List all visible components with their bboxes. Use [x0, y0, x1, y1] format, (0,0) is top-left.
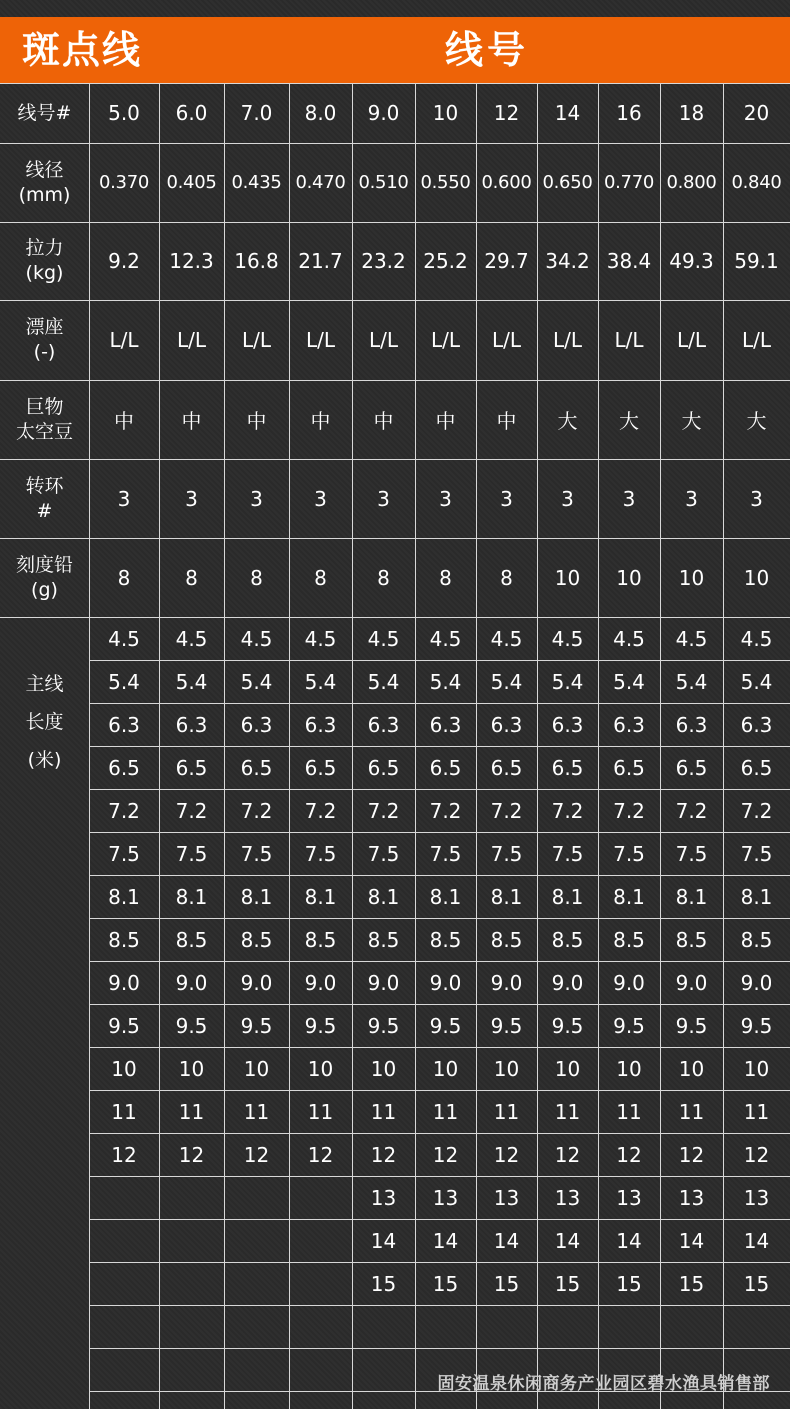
length-cell: 11: [370, 1099, 397, 1124]
length-cell: [159, 1262, 224, 1305]
length-cell: 10: [678, 1056, 705, 1081]
length-cell: 5.4: [490, 669, 523, 694]
table-cell: 3: [750, 486, 763, 511]
length-cell: 9.0: [490, 970, 523, 995]
length-cell: 14: [616, 1228, 642, 1253]
table-cell: 大: [746, 409, 767, 433]
table-cell: 3: [685, 486, 698, 511]
length-cell: [598, 1305, 660, 1348]
table-cell: 49.3: [669, 249, 714, 273]
table-cell: 7.0: [240, 101, 273, 125]
length-cell: 5.4: [675, 669, 708, 694]
length-cell: 7.2: [108, 798, 140, 823]
length-cell: 12: [743, 1142, 770, 1167]
length-cell: [289, 1305, 352, 1348]
length-cell: 12: [243, 1142, 270, 1167]
length-cell: 10: [554, 1056, 581, 1081]
length-cell: 8.5: [740, 927, 773, 952]
length-cell: 11: [243, 1099, 270, 1124]
table-cell: 3: [439, 486, 452, 511]
length-cell: 4.5: [551, 626, 584, 651]
length-cell: 11: [554, 1099, 581, 1124]
table-cell: L/L: [676, 328, 707, 352]
table-cell: 10: [554, 565, 581, 590]
length-cell: [224, 1176, 289, 1219]
length-cell: [159, 1176, 224, 1219]
length-cell: 10: [307, 1056, 334, 1081]
length-cell: 6.5: [490, 755, 523, 780]
length-cell: 8.5: [240, 927, 273, 952]
length-cell: 10: [243, 1056, 270, 1081]
length-cell: 8.1: [551, 884, 584, 909]
length-cell: 8.5: [175, 927, 208, 952]
length-cell: 13: [743, 1185, 770, 1210]
length-cell: 9.5: [675, 1013, 708, 1038]
length-cell: 8.5: [304, 927, 337, 952]
length-cell: 8.5: [551, 927, 584, 952]
row-label-line: 刻度铅: [15, 553, 73, 576]
table-cell: 中: [496, 409, 517, 433]
length-cell: 8.5: [367, 927, 400, 952]
length-cell: 6.5: [175, 755, 208, 780]
main-line-length-label: [0, 665, 89, 779]
table-cell: 29.7: [484, 249, 529, 273]
length-cell: 8.1: [740, 884, 773, 909]
length-cell: 9.0: [429, 970, 462, 995]
table-cell: 0.405: [166, 172, 217, 193]
length-cell: 4.5: [675, 626, 708, 651]
table-cell: 18: [678, 101, 705, 125]
table-cell: L/L: [741, 328, 772, 352]
length-cell: 6.5: [675, 755, 708, 780]
table-cell: 3: [250, 486, 263, 511]
length-cell: 6.5: [367, 755, 400, 780]
length-cell: 6.5: [304, 755, 337, 780]
length-cell: 14: [493, 1228, 520, 1253]
length-cell: 6.3: [613, 712, 645, 737]
table-cell: 20: [743, 101, 770, 125]
length-cell: [352, 1305, 415, 1348]
length-cell: 11: [616, 1099, 642, 1124]
row-label: [0, 459, 89, 538]
table-cell: 0.435: [231, 172, 282, 193]
length-cell: 14: [554, 1228, 581, 1253]
length-cell: 12: [370, 1142, 397, 1167]
table-cell: 中: [435, 409, 456, 433]
table-cell: 10: [678, 565, 705, 590]
row-label: [0, 300, 89, 380]
length-cell: 5.4: [175, 669, 208, 694]
table-cell: 0.600: [481, 172, 532, 193]
length-cell: 7.2: [675, 798, 708, 823]
row-label-line: 主线: [25, 673, 64, 695]
table-cell: 中: [181, 409, 202, 433]
length-cell: 8.5: [675, 927, 708, 952]
table-cell: 38.4: [606, 249, 652, 273]
row-label-line: 长度: [25, 711, 64, 733]
length-cell: 5.4: [367, 669, 400, 694]
row-label: [0, 83, 89, 143]
length-cell: 13: [370, 1185, 397, 1210]
length-cell: 4.5: [367, 626, 400, 651]
length-cell: 11: [111, 1099, 137, 1124]
length-cell: 9.5: [551, 1013, 584, 1038]
length-cell: 15: [678, 1271, 705, 1296]
table-cell: 10: [616, 565, 642, 590]
length-cell: 9.5: [240, 1013, 273, 1038]
length-cell: 10: [370, 1056, 397, 1081]
length-cell: 13: [678, 1185, 705, 1210]
length-cell: 8.1: [304, 884, 337, 909]
length-cell: [89, 1176, 159, 1219]
length-cell: 6.3: [240, 712, 273, 737]
table-cell: 3: [185, 486, 198, 511]
table-cell: 3: [500, 486, 513, 511]
length-cell: 14: [370, 1228, 397, 1253]
length-cell: 8.1: [675, 884, 708, 909]
length-cell: 7.2: [429, 798, 462, 823]
row-label-line: #: [36, 499, 53, 522]
length-cell: 12: [307, 1142, 334, 1167]
length-cell: 7.5: [551, 841, 584, 866]
length-cell: 5.4: [551, 669, 584, 694]
length-cell: 9.0: [240, 970, 273, 995]
length-cell: 7.2: [490, 798, 523, 823]
length-cell: 14: [432, 1228, 459, 1253]
length-cell: 7.2: [304, 798, 337, 823]
length-cell: 9.5: [304, 1013, 337, 1038]
length-cell: 11: [307, 1099, 334, 1124]
length-cell: 9.5: [613, 1013, 645, 1038]
table-cell: L/L: [241, 328, 272, 352]
length-cell: 6.5: [240, 755, 273, 780]
table-cell: 3: [622, 486, 636, 511]
length-cell: 4.5: [108, 626, 140, 651]
length-cell: [89, 1305, 159, 1348]
table-cell: 3: [561, 486, 574, 511]
length-cell: 13: [432, 1185, 459, 1210]
length-cell: 13: [493, 1185, 520, 1210]
length-cell: 7.2: [740, 798, 773, 823]
length-cell: 8.5: [613, 927, 645, 952]
length-cell: 7.5: [108, 841, 140, 866]
table-cell: L/L: [109, 328, 139, 352]
length-cell: 7.5: [304, 841, 337, 866]
table-cell: 8: [377, 565, 390, 590]
length-cell: [224, 1305, 289, 1348]
table-cell: L/L: [430, 328, 461, 352]
length-cell: [89, 1262, 159, 1305]
length-cell: 12: [493, 1142, 520, 1167]
table-cell: 中: [114, 409, 134, 433]
length-cell: 7.2: [551, 798, 584, 823]
table-cell: 大: [619, 409, 639, 433]
length-cell: 5.4: [108, 669, 140, 694]
length-cell: 6.3: [490, 712, 523, 737]
length-cell: [415, 1305, 476, 1348]
table-cell: 大: [681, 409, 702, 433]
length-cell: 5.4: [740, 669, 773, 694]
length-cell: [159, 1305, 224, 1348]
length-cell: 8.1: [429, 884, 462, 909]
length-cell: [723, 1305, 790, 1348]
table-cell: L/L: [368, 328, 399, 352]
length-cell: 6.5: [429, 755, 462, 780]
length-cell: [159, 1348, 224, 1391]
length-cell: 5.4: [613, 669, 645, 694]
table-cell: 10: [743, 565, 770, 590]
length-cell: 6.5: [551, 755, 584, 780]
length-cell: 6.3: [304, 712, 337, 737]
length-cell: 15: [493, 1271, 520, 1296]
length-cell: 7.2: [367, 798, 400, 823]
length-cell: 7.5: [740, 841, 773, 866]
table-cell: 中: [310, 409, 331, 433]
length-cell: 8.1: [613, 884, 645, 909]
table-cell: 8: [439, 565, 452, 590]
table-cell: 16.8: [234, 249, 279, 273]
length-cell: 15: [616, 1271, 642, 1296]
table-cell: 16: [616, 101, 642, 125]
row-label-line: (米): [27, 749, 62, 771]
length-cell: 7.2: [613, 798, 645, 823]
length-cell: 10: [178, 1056, 205, 1081]
column-group-title: 线号: [445, 28, 530, 72]
length-cell: 11: [432, 1099, 459, 1124]
length-cell: [224, 1262, 289, 1305]
length-cell: [224, 1219, 289, 1262]
row-label-line: 太空豆: [15, 420, 73, 443]
length-cell: 15: [554, 1271, 581, 1296]
length-cell: 4.5: [429, 626, 462, 651]
length-cell: 5.4: [304, 669, 337, 694]
length-cell: 13: [554, 1185, 581, 1210]
length-cell: 7.2: [175, 798, 208, 823]
table-cell: 中: [373, 409, 394, 433]
length-cell: [660, 1305, 723, 1348]
length-cell: 4.5: [240, 626, 273, 651]
table-cell: 0.770: [603, 172, 655, 193]
length-cell: 12: [432, 1142, 459, 1167]
length-cell: 7.5: [429, 841, 462, 866]
length-cell: 9.0: [108, 970, 140, 995]
table-cell: 34.2: [545, 249, 590, 273]
table-cell: 9.2: [108, 249, 140, 273]
length-cell: 8.1: [367, 884, 400, 909]
length-cell: 7.5: [240, 841, 273, 866]
table-cell: 23.2: [361, 249, 406, 273]
length-cell: 8.1: [240, 884, 273, 909]
length-cell: 5.4: [240, 669, 273, 694]
length-cell: 9.0: [367, 970, 400, 995]
length-cell: [89, 1348, 159, 1391]
length-cell: 10: [432, 1056, 459, 1081]
row-label: [0, 538, 89, 617]
length-cell: 12: [178, 1142, 205, 1167]
row-label-line: 转环: [25, 474, 64, 497]
brand-title: 斑点线: [22, 28, 143, 72]
row-label-line: (mm): [18, 183, 71, 206]
length-cell: 15: [370, 1271, 397, 1296]
length-cell: 6.3: [429, 712, 462, 737]
table-cell: 6.0: [175, 101, 208, 125]
length-cell: 6.5: [613, 755, 645, 780]
length-cell: 6.3: [551, 712, 584, 737]
table-cell: 25.2: [423, 249, 468, 273]
length-cell: [224, 1348, 289, 1391]
length-cell: 14: [678, 1228, 705, 1253]
length-cell: 11: [493, 1099, 520, 1124]
table-cell: L/L: [552, 328, 583, 352]
table-cell: 3: [377, 486, 390, 511]
length-cell: 6.5: [740, 755, 773, 780]
row-label-line: 线径: [25, 158, 64, 181]
length-cell: 7.5: [613, 841, 645, 866]
length-cell: 7.5: [175, 841, 208, 866]
length-cell: [289, 1348, 352, 1391]
length-cell: 11: [743, 1099, 770, 1124]
length-cell: 8.5: [108, 927, 140, 952]
table-cell: 3: [117, 486, 131, 511]
length-cell: [476, 1305, 537, 1348]
row-label-line: 巨物: [25, 395, 64, 418]
length-cell: [89, 1219, 159, 1262]
table-cell: 0.470: [295, 172, 346, 193]
length-cell: 12: [554, 1142, 581, 1167]
length-cell: [159, 1219, 224, 1262]
table-cell: 9.0: [367, 101, 400, 125]
length-cell: [289, 1262, 352, 1305]
length-cell: 6.3: [740, 712, 773, 737]
length-cell: 10: [111, 1056, 137, 1081]
length-cell: 15: [743, 1271, 770, 1296]
length-cell: 9.5: [108, 1013, 140, 1038]
length-cell: 9.0: [613, 970, 645, 995]
length-cell: [289, 1219, 352, 1262]
table-cell: 8: [250, 565, 263, 590]
length-cell: 6.3: [675, 712, 708, 737]
length-cell: 5.4: [429, 669, 462, 694]
length-cell: 4.5: [490, 626, 523, 651]
table-cell: 0.840: [731, 172, 782, 193]
length-cell: 13: [616, 1185, 642, 1210]
length-cell: 8.5: [490, 927, 523, 952]
table-cell: 0.800: [666, 172, 717, 193]
table-cell: 0.650: [542, 172, 593, 193]
table-cell: L/L: [176, 328, 207, 352]
length-cell: 7.5: [675, 841, 708, 866]
length-cell: 12: [111, 1142, 137, 1167]
table-cell: 0.370: [98, 172, 150, 193]
length-cell: 15: [432, 1271, 459, 1296]
length-cell: [289, 1176, 352, 1219]
table-cell: L/L: [305, 328, 336, 352]
length-cell: 4.5: [613, 626, 645, 651]
length-cell: 9.0: [304, 970, 337, 995]
length-cell: 9.5: [490, 1013, 523, 1038]
table-cell: 8: [185, 565, 198, 590]
table-cell: 10: [432, 101, 459, 125]
length-cell: 12: [616, 1142, 642, 1167]
table-cell: L/L: [491, 328, 522, 352]
length-cell: 9.5: [429, 1013, 462, 1038]
row-label-line: 线号#: [17, 101, 72, 124]
table-cell: 14: [554, 101, 581, 125]
length-cell: [352, 1348, 415, 1391]
footer-seller: 固安温泉休闲商务产业园区碧水渔具销售部: [437, 1374, 770, 1394]
length-cell: 4.5: [304, 626, 337, 651]
length-cell: 8.1: [108, 884, 140, 909]
table-cell: 12.3: [169, 249, 214, 273]
row-label: [0, 222, 89, 300]
length-cell: 10: [616, 1056, 642, 1081]
length-cell: 9.0: [740, 970, 773, 995]
length-cell: 9.5: [175, 1013, 208, 1038]
length-cell: 14: [743, 1228, 770, 1253]
table-cell: 0.550: [420, 172, 471, 193]
length-cell: 7.5: [367, 841, 400, 866]
row-label-line: (-): [33, 341, 56, 363]
row-label: [0, 380, 89, 459]
row-label-line: (g): [31, 578, 58, 601]
table-cell: 大: [557, 409, 578, 433]
length-cell: 9.0: [675, 970, 708, 995]
length-cell: 10: [493, 1056, 520, 1081]
table-cell: 0.510: [358, 172, 409, 193]
table-cell: L/L: [614, 328, 644, 352]
table-cell: 5.0: [108, 101, 140, 125]
length-cell: 11: [678, 1099, 705, 1124]
length-cell: 7.2: [240, 798, 273, 823]
length-cell: 4.5: [740, 626, 773, 651]
length-cell: 9.5: [367, 1013, 400, 1038]
table-cell: 8: [500, 565, 513, 590]
length-cell: 6.3: [367, 712, 400, 737]
length-cell: [537, 1305, 598, 1348]
table-cell: 8: [314, 565, 327, 590]
table-cell: 8: [117, 565, 131, 590]
length-cell: 7.5: [490, 841, 523, 866]
length-cell: 6.3: [175, 712, 208, 737]
length-cell: 6.5: [108, 755, 140, 780]
length-cell: 11: [178, 1099, 205, 1124]
length-cell: 8.1: [490, 884, 523, 909]
length-cell: 4.5: [175, 626, 208, 651]
row-label: [0, 143, 89, 222]
length-cell: 6.3: [108, 712, 140, 737]
table-cell: 中: [246, 409, 267, 433]
length-cell: 9.0: [551, 970, 584, 995]
length-cell: 8.5: [429, 927, 462, 952]
length-cell: 9.0: [175, 970, 208, 995]
table-cell: 59.1: [734, 249, 779, 273]
row-label-line: 拉力: [25, 237, 64, 259]
length-cell: 8.1: [175, 884, 208, 909]
row-label-line: (kg): [25, 262, 64, 284]
table-cell: 21.7: [298, 249, 343, 273]
length-cell: 10: [743, 1056, 770, 1081]
table-cell: 12: [493, 101, 520, 125]
table-cell: 8.0: [304, 101, 337, 125]
length-cell: 12: [678, 1142, 705, 1167]
row-label-line: 漂座: [25, 316, 64, 338]
table-cell: 3: [314, 486, 327, 511]
length-cell: 9.5: [740, 1013, 773, 1038]
